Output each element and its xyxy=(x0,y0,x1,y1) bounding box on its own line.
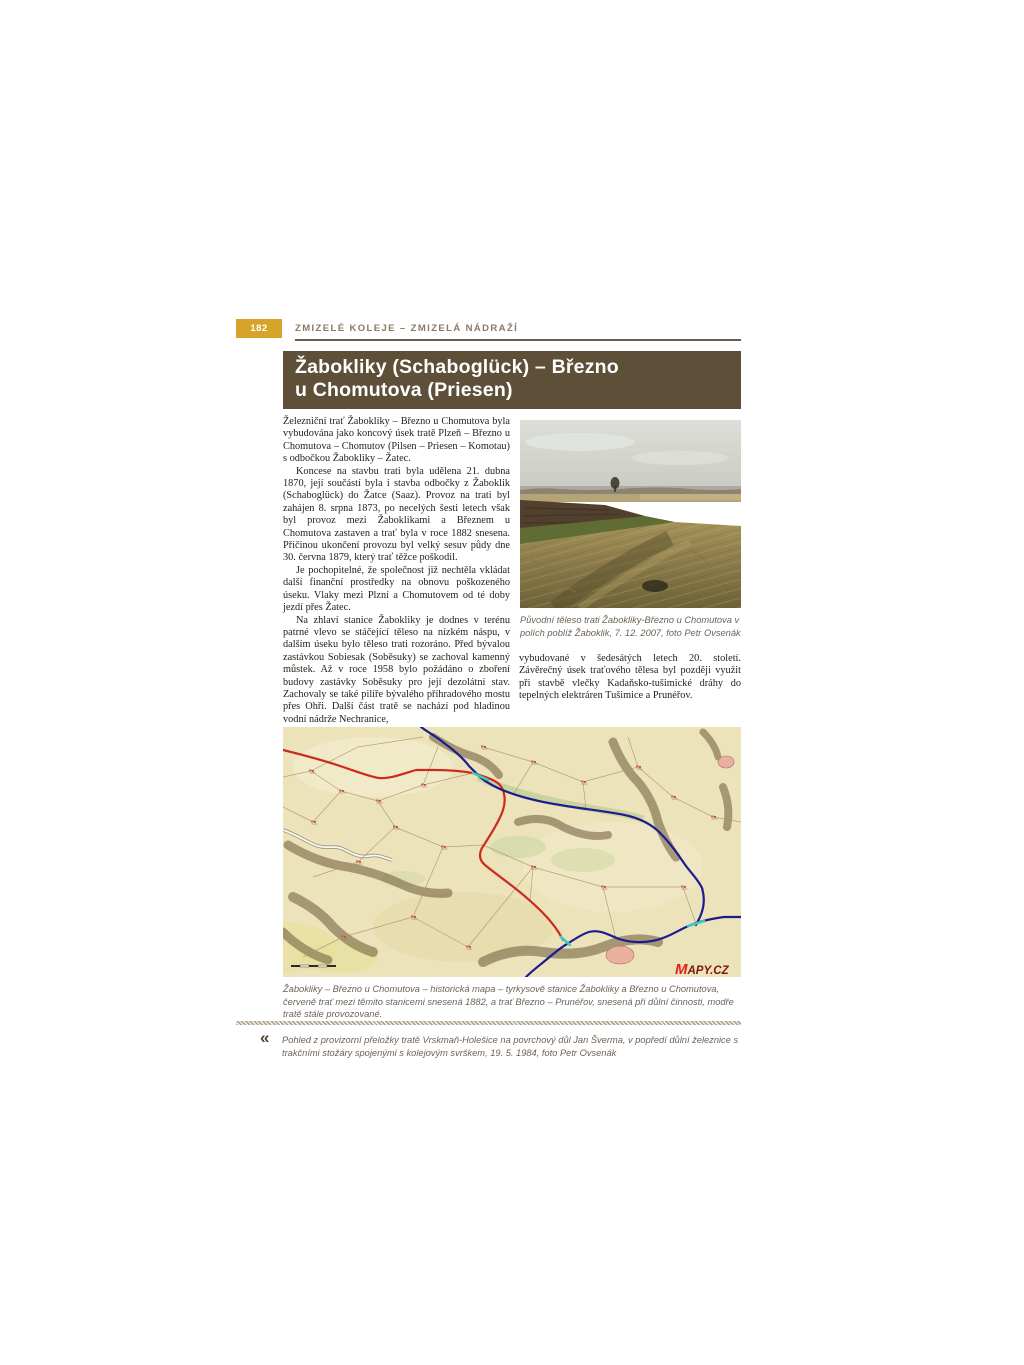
article-column-left xyxy=(283,416,510,726)
hatched-divider xyxy=(236,1021,741,1025)
map-illustration xyxy=(283,727,741,977)
mapycz-logo-m: M xyxy=(675,961,688,977)
guillemet-mark: « xyxy=(260,1028,270,1047)
running-title: ZMIZELÉ KOLEJE – ZMIZELÁ NÁDRAŽÍ xyxy=(295,323,519,334)
title-underline-thin xyxy=(283,402,741,404)
historical-map xyxy=(283,727,741,977)
paragraph: Železniční trať Žabokliky – Březno u Chomutova byla vybudována jako koncový úsek tratě Plzeň – Březno u Chomutova – Chomutov (Pilsen – Priesen – Komotau) s odbočkou Žabokliky – Žatec. xyxy=(283,416,510,465)
paragraph: vybudované v šedesátých letech 20. století. Závěrečný úsek traťového tělesa byl později využit při stavbě vlečky Kadaňsko-tušimické dráhy do tepelných elektráren Tušimice a Prunéřov. xyxy=(519,653,741,702)
chapter-title xyxy=(283,351,741,406)
article-column-right xyxy=(519,653,741,703)
paragraph: Na zhlaví stanice Žabokliky je dodnes v terénu patrné vlevo se stáčející těleso na nízkém náspu, v dalším úseku bylo těleso trati rozoráno. Před bývalou zastávkou Sobiesak (Soběsuky) se zachoval kamenný můstek. Až v roce 1958 bylo požádáno o zboření budovy zastávky Soběsuky pro její dezolátní stav. Zachovaly se také pilíře bývalého příhradového mostu přes Ohři. Další část tratě se nachází pod hladinou vodní nádrže Nechranice, xyxy=(283,614,510,725)
map-caption: Žabokliky – Březno u Chomutova – historická mapa – tyrkysově stanice Žabokliky a Březno u Chomutova, červeně trať mezi těmito stanicemi snesená 1882, a trať Březno – Prunéřov, snesená při důlní činnosti, modře tratě stále provozované. xyxy=(283,984,734,1020)
map-scale-bar xyxy=(291,965,336,967)
title-underline-thick xyxy=(283,406,741,409)
page-number-badge: 182 xyxy=(236,319,282,338)
photo-illustration xyxy=(520,420,741,608)
chapter-title-line2: u Chomutova (Priesen) xyxy=(295,379,513,401)
photo-caption: Původní těleso trati Žabokliky-Březno u Chomutova v polích poblíž Žaboklik, 7. 12. 2007, foto Petr Ovsenák xyxy=(520,615,741,638)
photo-railway-embankment xyxy=(520,420,741,608)
paragraph: Koncese na stavbu trati byla udělena 21. dubna 1870, její součástí byla i stavba odbočky z Žaboklik (Schaboglück) do Žatce (Saaz). Provoz na trati byl zahájen 8. srpna 1873, po necelých šesti letech však byl provoz mezi Žaboklikami a Březnem u Chomutova zastaven a trať byla v roce 1882 snesena. Příčinou ukončení provozu byl velký sesuv půdy dne 30. června 1879, který trať těžce poškodil. xyxy=(283,465,510,564)
chapter-title-line1: Žabokliky (Schaboglück) – Březno xyxy=(295,356,619,378)
paragraph: Je pochopitelné, že společnost již nechtěla vkládat další finanční prostředky na obnovu poškozeného úseku. Vlaky mezi Plzní a Chomutovem od té doby jezdí přes Žatec. xyxy=(283,564,510,614)
header-rule xyxy=(295,339,741,341)
mapycz-logo-rest: APY.CZ xyxy=(687,965,729,977)
footer-caption: Pohled z provizorní přeložky tratě Vrskmaň-Holešice na povrchový důl Jan Šverma, v popředí důlní železnice s trakčními stožáry spojenými s kolejovým svrškem, 19. 5. 1984, foto Petr Ovsenák xyxy=(282,1035,739,1058)
